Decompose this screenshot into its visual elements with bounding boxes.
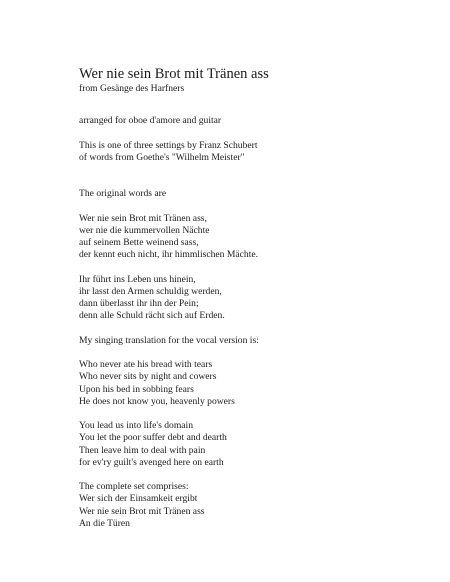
verse-line: You lead us into life's domain (79, 420, 194, 432)
verse-line: Then leave him to deal with pain (79, 444, 206, 456)
verse-line: wer nie die kummervollen Nächte (79, 224, 210, 236)
verse-line: auf seinem Bette weinend sass, (79, 237, 199, 249)
translation-heading: My singing translation for the vocal version is: (79, 334, 259, 346)
original-stanza-1 (79, 213, 409, 262)
document-body (79, 66, 409, 530)
translation-stanza-1 (79, 359, 409, 408)
original-words-heading: The original words are (79, 188, 167, 200)
song-title: Wer nie sein Brot mit Tränen ass (79, 66, 269, 82)
original-stanza-2 (79, 274, 409, 323)
verse-line: Upon his bed in sobbing fears (79, 383, 194, 395)
translation-stanza-2 (79, 420, 409, 469)
verse-line: for ev'ry guilt's avenged here on earth (79, 456, 224, 468)
arrangement-note: arranged for oboe d'amore and guitar (79, 115, 222, 127)
verse-line: He does not know you, heavenly powers (79, 395, 235, 407)
verse-line: dann überlasst ihr ihn der Pein; (79, 298, 199, 310)
verse-line: Ihr führt ins Leben uns hinein, (79, 273, 196, 285)
intro-line: This is one of three settings by Franz Schubert (79, 139, 258, 151)
verse-line: You let the poor suffer debt and dearth (79, 432, 227, 444)
complete-set-heading: The complete set comprises: (79, 481, 189, 493)
set-item: Wer nie sein Brot mit Tränen ass (79, 505, 205, 517)
verse-line: der kennt euch nicht, ihr himmlischen Mächte. (79, 249, 259, 261)
complete-set-list (79, 481, 409, 530)
song-subtitle: from Gesänge des Harfners (79, 83, 185, 94)
intro-line: of words from Goethe's "Wilhelm Meister" (79, 151, 245, 163)
set-item: Wer sich der Einsamkeit ergibt (79, 493, 198, 505)
verse-line: Who never sits by night and cowers (79, 371, 217, 383)
verse-line: denn alle Schuld rächt sich auf Erden. (79, 310, 225, 322)
verse-line: Who never ate his bread with tears (79, 359, 213, 371)
intro-paragraph (79, 140, 409, 164)
set-item: An die Türen (79, 517, 130, 529)
verse-line: Wer nie sein Brot mit Tränen ass, (79, 212, 207, 224)
verse-line: ihr lasst den Armen schuldig werden, (79, 285, 222, 297)
